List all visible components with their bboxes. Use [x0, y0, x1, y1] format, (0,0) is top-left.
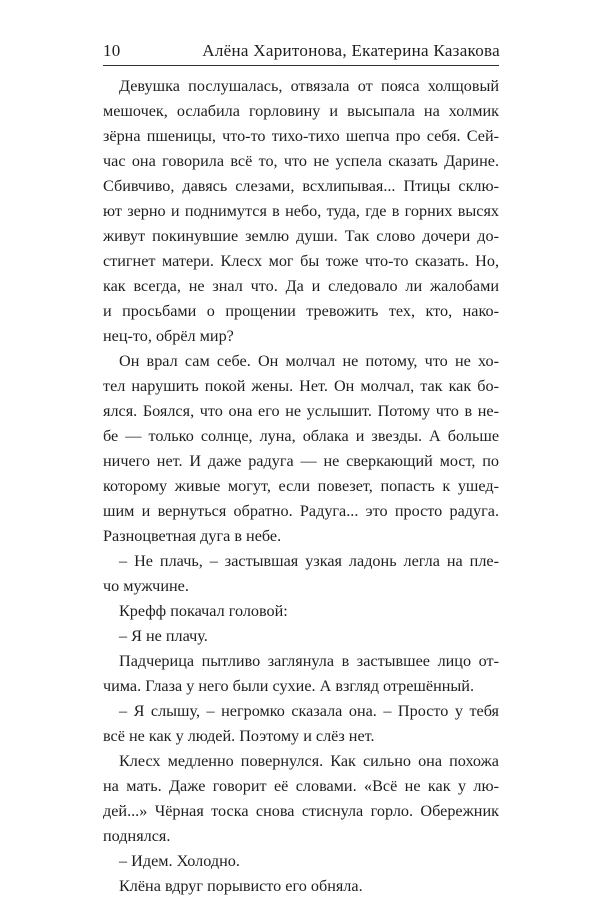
running-head — [103, 40, 500, 62]
text-line: Девушка послушалась, отвязала от пояса холщовый — [119, 77, 499, 95]
text-line: чима. Глаза у него были сухие. А взгляд отрешённый. — [103, 677, 474, 695]
body-text — [103, 74, 499, 899]
text-line: стигнет матери. Клесх мог бы тоже что-то сказать. Но, — [103, 252, 499, 270]
text-line: как всегда, не знал что. Да и следовало ли жалобами — [103, 277, 499, 295]
text-line: шим и вернуться обратно. Радуга... это просто радуга. — [103, 502, 499, 520]
text-line: и просьбами о прощении тревожить тех, кто, нако- — [103, 302, 499, 320]
text-line: Клесх медленно повернулся. Как сильно она похожа — [119, 752, 499, 770]
text-line: – Я слышу, – негромко сказала она. – Просто у тебя — [119, 702, 499, 720]
text-line: час она говорила всё то, что не успела сказать Дарине. — [103, 152, 499, 170]
text-line: Крефф покачал головой: — [119, 602, 288, 620]
text-line: тел нарушить покой жены. Нет. Он молчал, так как бо- — [103, 377, 499, 395]
text-line: Падчерица пытливо заглянула в застывшее лицо от- — [119, 652, 499, 670]
text-line: – Не плачь, – застывшая узкая ладонь легла на пле- — [119, 552, 499, 570]
text-line: бе — только солнце, луна, облака и звезды. А больше — [103, 427, 499, 445]
text-line: живут покинувшие землю души. Так слово дочери до- — [103, 227, 499, 245]
text-line: чо мужчине. — [103, 577, 189, 595]
text-line: ничего нет. И даже радуга — не сверкающий мост, по — [103, 452, 499, 470]
text-line: на мать. Даже говорит её словами. «Всё не как у лю- — [103, 777, 499, 795]
text-line: мешочек, ослабила горловину и высыпала на холмик — [103, 102, 499, 120]
text-line: нец-то, обрёл мир? — [103, 327, 234, 345]
text-line: Он врал сам себе. Он молчал не потому, что не хо- — [119, 352, 499, 370]
text-line: поднялся. — [103, 827, 171, 845]
text-line: – Я не плачу. — [119, 627, 208, 645]
text-line: – Идем. Холодно. — [119, 852, 240, 870]
text-line: Разноцветная дуга в небе. — [103, 527, 282, 545]
text-line: ялся. Боялся, что она его не услышит. Потому что в не- — [103, 402, 499, 420]
text-line: зёрна пшеницы, что-то тихо-тихо шепча про себя. Сей- — [103, 127, 499, 145]
header-rule — [103, 65, 499, 66]
text-line: Клёна вдруг порывисто его обняла. — [119, 877, 363, 895]
text-line: всё не как у людей. Поэтому и слёз нет. — [103, 727, 375, 745]
text-line: дей...» Чёрная тоска снова стиснула горло. Обережник — [103, 802, 499, 820]
page-number: 10 — [103, 41, 121, 60]
authors: Алёна Харитонова, Екатерина Казакова — [202, 41, 500, 60]
text-line: ют зерно и поднимутся в небо, туда, где в горних высях — [103, 202, 499, 220]
text-line: которому живые могут, если повезет, попасть к ушед- — [103, 477, 499, 495]
text-line: Сбивчиво, давясь слезами, всхлипывая... Птицы склю- — [103, 177, 499, 195]
